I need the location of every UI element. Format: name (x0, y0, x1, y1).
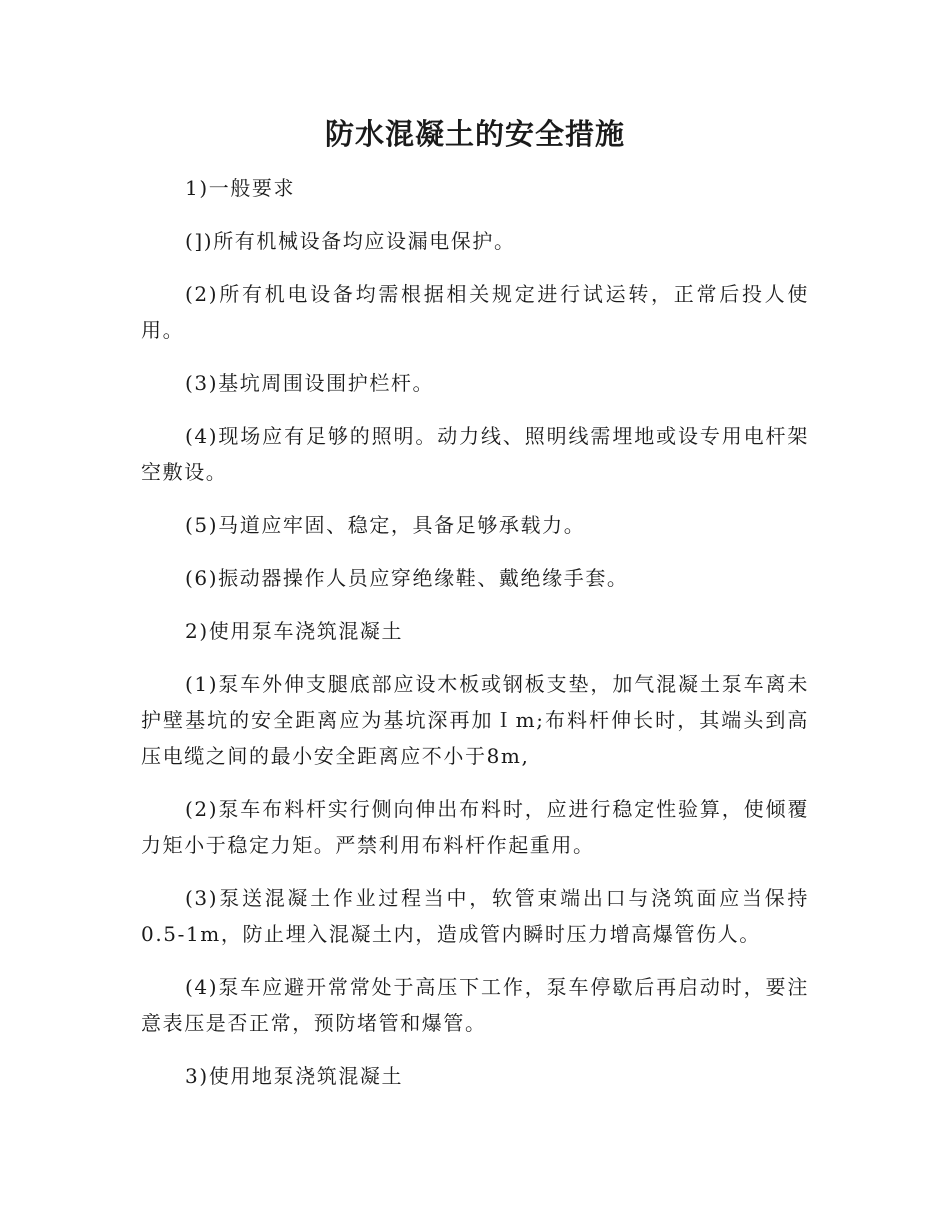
paragraph: (3)基坑周围设围护栏杆。 (185, 371, 435, 395)
section-heading-2: 2)使用泵车浇筑混凝土 (185, 619, 404, 643)
section-heading-3: 3)使用地泵浇筑混凝土 (185, 1064, 404, 1088)
paragraph: (4)现场应有足够的照明。动力线、照明线需埋地或设专用电杆架空敷设。 (141, 424, 809, 484)
paragraph: (2)所有机电设备均需根据相关规定进行试运转，正常后投人使用。 (141, 282, 809, 342)
paragraph: (3)泵送混凝土作业过程当中，软管束端出口与浇筑面应当保持0.5-1m，防止埋入混凝土内，造成管内瞬时压力增高爆管伤人。 (141, 886, 809, 946)
section-heading-1: 1)一般要求 (185, 176, 296, 200)
paragraph: (4)泵车应避开常常处于高压下工作，泵车停歇后再启动时，要注意表压是否正常，预防堵管和爆管。 (141, 975, 809, 1035)
paragraph: (2)泵车布料杆实行侧向伸出布料时，应进行稳定性验算，使倾覆力矩小于稳定力矩。严禁利用布料杆作起重用。 (141, 797, 809, 857)
paragraph: (5)马道应牢固、稳定，具备足够承载力。 (185, 513, 586, 537)
paragraph: (1)泵车外伸支腿底部应设木板或钢板支垫，加气混凝土泵车离未护壁基坑的安全距离应为基坑深再加Ｉm;布料杆伸长时，其端头到高压电缆之间的最小安全距离应不小于8m, (141, 672, 809, 768)
page-title: 防水混凝土的安全措施 (324, 117, 625, 151)
paragraph: (])所有机械设备均应设漏电保护。 (185, 229, 516, 253)
paragraph: (6)振动器操作人员应穿绝缘鞋、戴绝缘手套。 (185, 566, 629, 590)
document-body (141, 170, 809, 1111)
